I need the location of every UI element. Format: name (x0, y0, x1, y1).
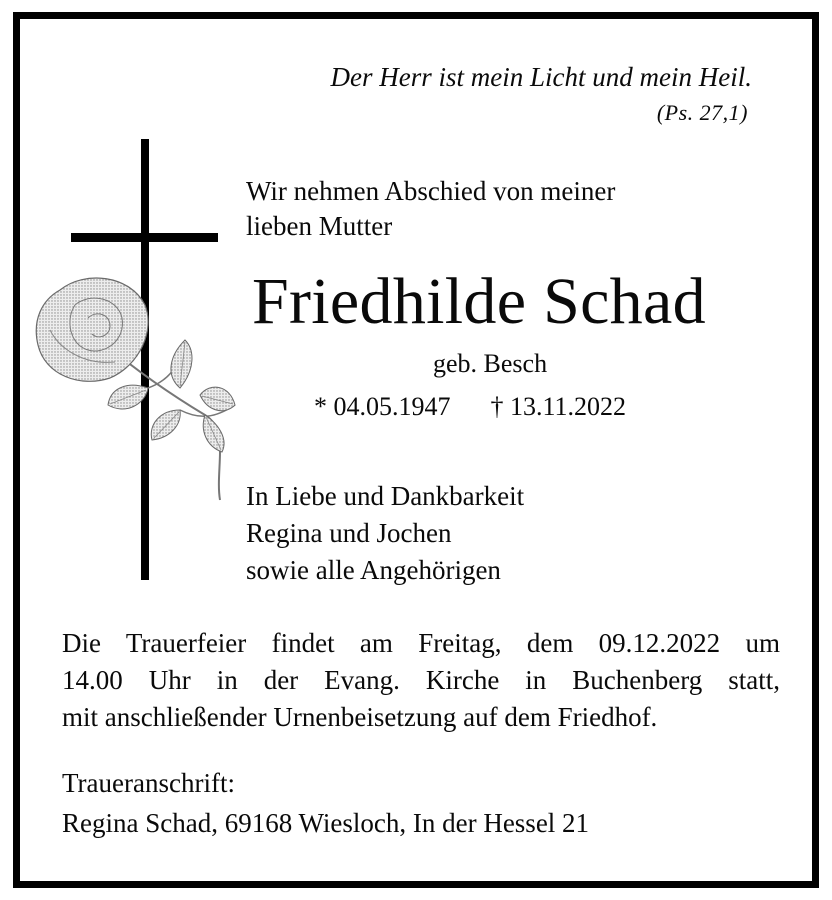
cross-icon-crossbar (71, 233, 218, 242)
funeral-service-info (62, 625, 780, 736)
intro-line: Wir nehmen Abschied von meiner (246, 176, 616, 206)
death-date: † 13.11.2022 (490, 392, 627, 421)
service-line: Die Trauerfeier findet am Freitag, dem 09.12.2022 um (62, 628, 780, 658)
address-label: Traueranschrift: (62, 768, 235, 798)
mourners-names: Regina und Jochen (246, 518, 452, 548)
closing-line: sowie alle Angehörigen (246, 555, 501, 585)
maiden-name: geb. Besch (433, 349, 548, 378)
service-line: 14.00 Uhr in der Evang. Kirche in Buchenberg statt, (62, 665, 780, 695)
service-line: mit anschließender Urnenbeisetzung auf dem Friedhof. (62, 702, 658, 732)
closing-text (246, 478, 524, 589)
bible-quote: Der Herr ist mein Licht und mein Heil. (330, 62, 752, 92)
deceased-name: Friedhilde Schad (252, 265, 706, 338)
rose-icon (30, 270, 250, 510)
bible-reference: (Ps. 27,1) (656, 100, 748, 125)
closing-line: In Liebe und Dankbarkeit (246, 481, 525, 511)
life-dates (314, 392, 626, 422)
birth-date: * 04.05.1947 (314, 392, 451, 421)
mourning-address (62, 763, 589, 843)
address-text: Regina Schad, 69168 Wiesloch, In der Hessel 21 (62, 808, 590, 838)
intro-text (246, 174, 615, 244)
intro-line: lieben Mutter (246, 211, 393, 241)
